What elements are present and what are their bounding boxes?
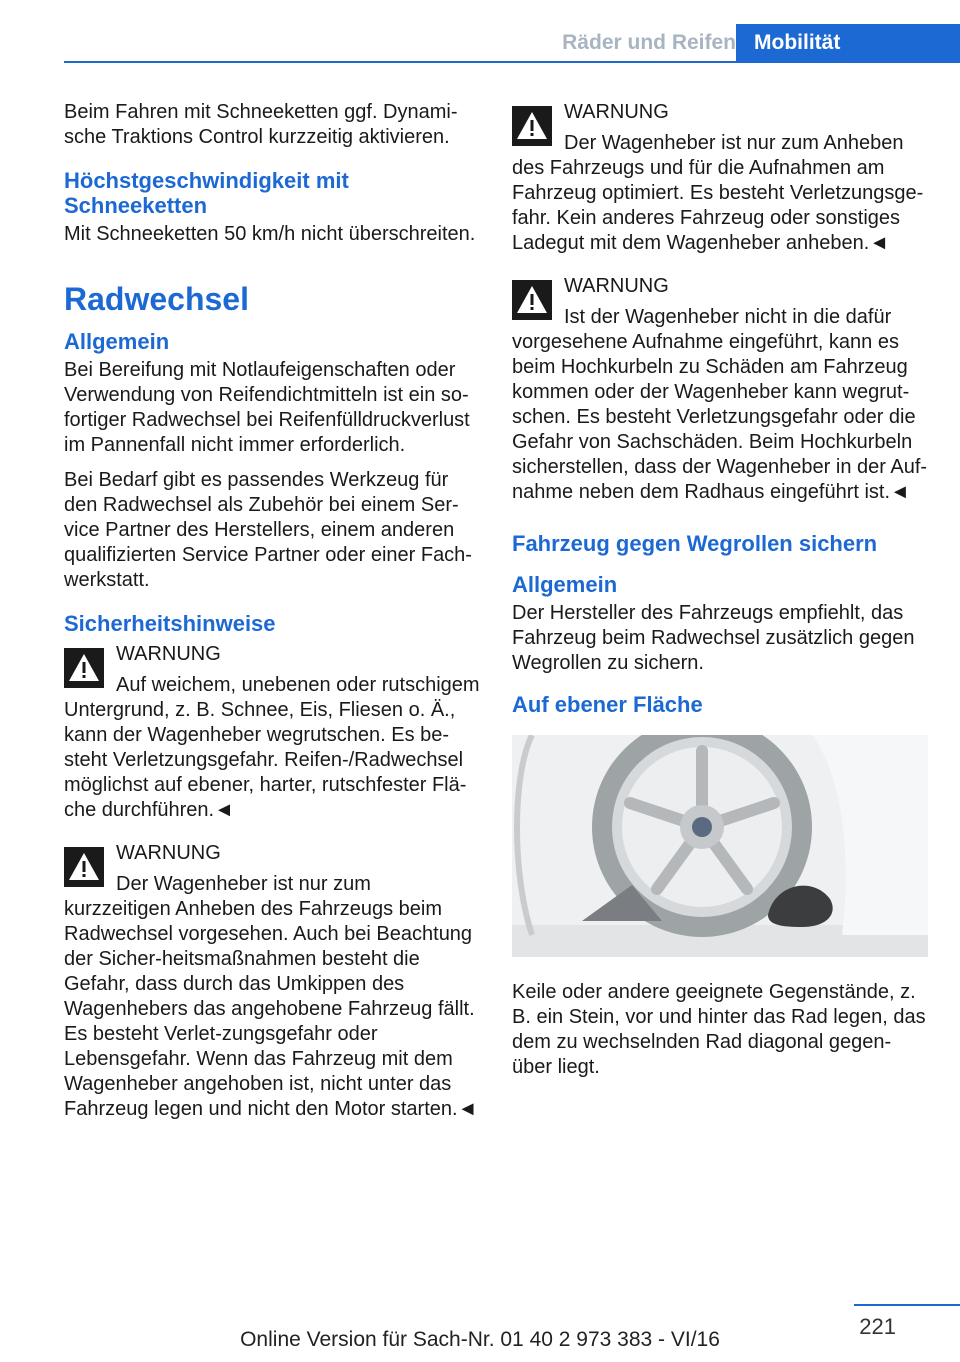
footer-rule — [854, 1304, 960, 1306]
heading-ebene-flaeche: Auf ebener Fläche — [512, 692, 703, 717]
intro-paragraph: Beim Fahren mit Schneeketten ggf. Dynami-sche Traktions Control kurzzeitig aktivieren. — [64, 101, 458, 148]
heading-radwechsel: Radwechsel — [64, 281, 249, 317]
allgemein-paragraph-2: Bei Bedarf gibt es passendes Werkzeug für den Radwechsel als Zubehör bei einem Ser-vice Partner des Herstellers, einem anderen qualifizierten Service Partner oder einer Fach-werkstatt. — [64, 469, 472, 591]
wheel-chock-illustration — [512, 735, 928, 957]
right-column — [512, 100, 930, 1090]
sichern-paragraph: Der Hersteller des Fahrzeugs empfiehlt, das Fahrzeug beim Radwechsel zusätzlich gegen Wegrollen zu sichern. — [512, 602, 915, 674]
warning-block-3 — [512, 100, 930, 256]
keile-paragraph: Keile oder andere geeignete Gegenstände, z. B. ein Stein, vor und hinter das Rad legen, das dem zu wechselnden Rad diagonal gegen-über liegt. — [512, 981, 926, 1078]
warning-text: Der Wagenheber ist nur zum Anheben des Fahrzeugs und für die Aufnahmen am Fahrzeug optimiert. Es besteht Verletzungsge-fahr. Kein anderes Fahrzeug oder sonstiges Ladegut mit dem Wagenheber anheben.◄ — [512, 132, 924, 254]
heading-allgemein: Allgemein — [512, 572, 618, 597]
warning-text: Auf weichem, unebenen oder rutschigem Untergrund, z. B. Schnee, Eis, Fliesen o. Ä., kann der Wagenheber wegrutschen. Es be-steht Verletzungsgefahr. Reifen-/Radwechsel möglichst auf ebener, harter, rutschfester Flä-che durchführen.◄ — [64, 674, 480, 821]
page-header — [0, 0, 960, 62]
header-rule — [64, 61, 960, 63]
warning-text: Der Wagenheber ist nur zum kurzzeitigen Anheben des Fahrzeugs beim Radwechsel vorgesehen. Auch bei Beachtung der Sicher-heitsmaßnahmen besteht die Gefahr, dass durch das Umkippen des Wagenhebers das angehobene Fahrzeug fällt. Es besteht Verlet-zungsgefahr oder Lebensgefahr. Wenn das Fahrzeug mit dem Wagenheber angehoben ist, nicht unter das Fahrzeug legen und nicht den Motor starten.◄ — [64, 873, 478, 1120]
left-column — [64, 100, 482, 1134]
warning-triangle-icon — [512, 280, 552, 320]
header-chapter-tab: Mobilität — [736, 24, 960, 62]
header-section-label: Räder und Reifen — [562, 31, 736, 54]
warning-triangle-icon — [512, 106, 552, 146]
warning-title: WARNUNG — [564, 101, 669, 123]
allgemein-paragraph-1: Bei Bereifung mit Notlaufeigenschaften oder Verwendung von Reifendichtmitteln ist ein so-fortiger Radwechsel bei Reifenfülldruckverlust im Pannenfall nicht immer erforderlich. — [64, 359, 470, 456]
warning-triangle-icon — [64, 847, 104, 887]
heading-sicherheitshinweise: Sicherheitshinweise — [64, 611, 276, 636]
warning-block-4 — [512, 274, 930, 505]
warning-text: Ist der Wagenheber nicht in die dafür vorgesehene Aufnahme eingeführt, kann es beim Hochkurbeln zu Schäden am Fahrzeug kommen oder der Wagenheber kann wegrut-schen. Es besteht Verletzungsgefahr oder die Gefahr von Sachschäden. Beim Hochkurbeln sicherstellen, dass der Wagenheber in der Auf-nahme neben dem Radhaus eingeführt ist.◄ — [512, 306, 928, 503]
warning-title: WARNUNG — [116, 842, 221, 864]
heading-sichern: Fahrzeug gegen Wegrollen sichern — [512, 531, 878, 556]
warning-block-1 — [64, 642, 482, 823]
heading-speed: Höchstgeschwindigkeit mit Schneeketten — [64, 168, 349, 218]
online-version-note: Online Version für Sach-Nr. 01 40 2 973 383 - VI/16 — [240, 1328, 720, 1351]
page-number: 221 — [859, 1314, 896, 1339]
warning-triangle-icon — [64, 648, 104, 688]
warning-title: WARNUNG — [116, 643, 221, 665]
warning-block-2 — [64, 841, 482, 1122]
warning-title: WARNUNG — [564, 275, 669, 297]
heading-allgemein: Allgemein — [64, 329, 170, 354]
speed-paragraph: Mit Schneeketten 50 km/h nicht überschreiten. — [64, 223, 476, 245]
